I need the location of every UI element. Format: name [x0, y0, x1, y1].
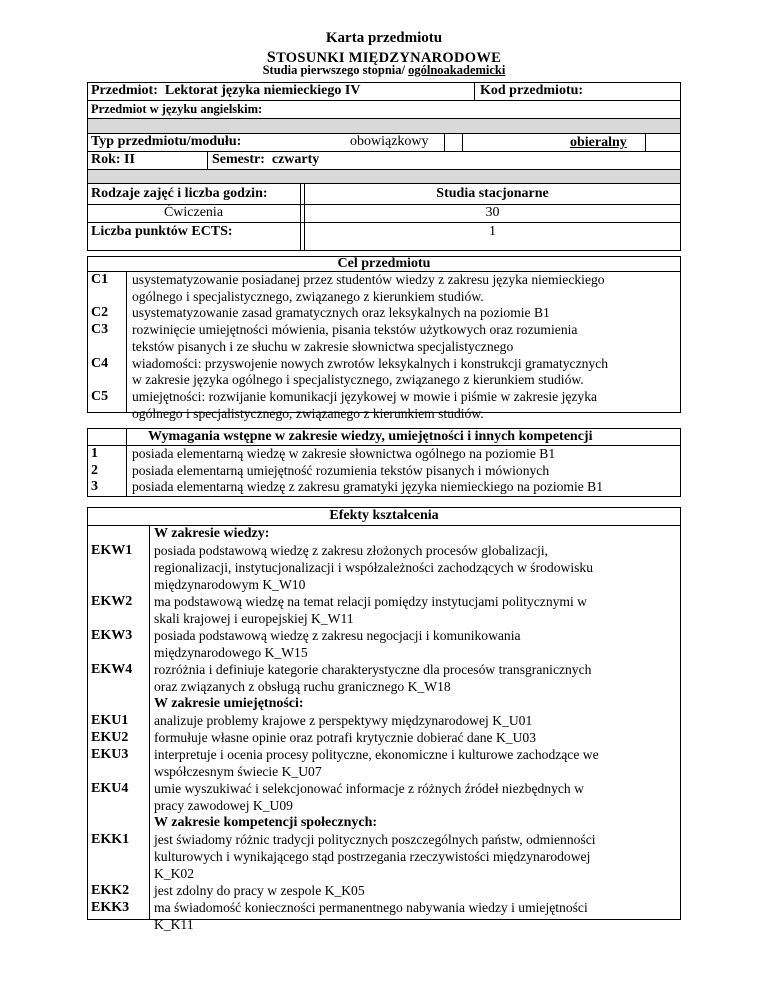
studies-level — [0, 63, 768, 78]
elective-value: obieralny — [570, 135, 627, 150]
studies-mode-label: Studia stacjonarne — [436, 186, 549, 201]
requirements-heading: Wymagania wstępne w zakresie wiedzy, umiejętności i innych kompetencji — [148, 429, 593, 444]
outcome-code: EKW2 — [91, 594, 133, 609]
goal-text: ogólnego i specjalistycznego, związanego z kierunkiem studiów. — [132, 288, 484, 304]
goal-text: umiejętności: rozwijanie komunikacji językowej w mowie i piśmie w zakresie języka — [132, 388, 598, 404]
code-label: Kod przedmiotu: — [480, 83, 584, 98]
ects-value: 1 — [489, 224, 496, 239]
outcome-code: EKU1 — [91, 713, 129, 728]
requirement-code: 1 — [91, 446, 98, 461]
outcome-code: EKK2 — [91, 883, 130, 898]
goal-code: C3 — [91, 322, 109, 338]
subject-row — [91, 83, 360, 99]
subject-label: Przedmiot: — [91, 83, 158, 98]
outcome-code: EKW1 — [91, 543, 133, 558]
outcome-code: EKW4 — [91, 662, 133, 677]
outcome-text: posiada podstawową wiedzę z zakresu złożonych procesów globalizacji, — [154, 543, 549, 558]
outcome-text: ma świadomość konieczności permanentnego nabywania wiedzy i umiejętności — [154, 900, 588, 915]
outcome-text: rozróżnia i definiuje kategorie charakterystyczne dla procesów transgranicznych — [154, 662, 592, 677]
requirement-text: posiada elementarną wiedzę w zakresie słownictwa ogólnego na poziomie B1 — [132, 446, 556, 461]
outcomes-section-heading: W zakresie kompetencji społecznych: — [154, 815, 378, 830]
goal-code: C4 — [91, 355, 109, 371]
outcome-text: jest zdolny do pracy w zespole K_K05 — [154, 883, 365, 898]
outcome-text: kulturowych i wynikającego stąd postrzegania rzeczywistości międzynarodowej — [154, 849, 591, 864]
goals-heading: Cel przedmiotu — [337, 256, 431, 271]
english-name-label: Przedmiot w języku angielskim: — [91, 102, 263, 116]
classes-label: Rodzaje zajęć i liczba godzin: — [91, 186, 268, 201]
outcome-text: oraz związanych z obsługą ruchu granicznego K_W18 — [154, 679, 451, 694]
outcome-text: międzynarodowego K_W15 — [154, 645, 308, 660]
studies-prefix: Studia pierwszego stopnia/ — [262, 63, 409, 77]
outcomes-heading: Efekty kształcenia — [329, 508, 439, 523]
outcome-text: regionalizacji, instytucjonalizacji i współzależności zachodzących w środowisku — [154, 560, 593, 575]
goal-text: w zakresie języka ogólnego i specjalistycznego, związanego z kierunkiem studiów. — [132, 372, 584, 388]
outcome-text: współczesnym świecie K_U07 — [154, 764, 322, 779]
exercise-label: Ćwiczenia — [163, 205, 224, 220]
outcome-text: K_K11 — [154, 917, 194, 932]
outcome-code: EKU3 — [91, 747, 129, 762]
outcome-text: międzynarodowym K_W10 — [154, 577, 306, 592]
goal-text: ogólnego i specjalistycznego, związanego z kierunkiem studiów. — [132, 405, 484, 421]
outcome-text: interpretuje i ocenia procesy polityczne, ekonomiczne i kulturowe zachodzące we — [154, 747, 599, 762]
year-label: Rok: II — [91, 152, 135, 167]
outcome-code: EKU4 — [91, 781, 129, 796]
studies-profile: ogólnoakademicki — [408, 63, 506, 77]
outcome-text: ma podstawową wiedzę na temat relacji pomiędzy instytucjami politycznymi w — [154, 594, 587, 609]
outcome-text: formułuje własne opinie oraz potrafi krytycznie dobierać dane K_U03 — [154, 730, 536, 745]
goal-text: rozwinięcie umiejętności mówienia, pisania tekstów użytkowych oraz rozumienia — [132, 322, 578, 338]
requirement-text: posiada elementarną umiejętność rozumienia tekstów pisanych i mówionych — [132, 462, 550, 478]
type-value: obowiązkowy — [350, 134, 429, 149]
ects-label: Liczba punktów ECTS: — [91, 224, 233, 239]
course-name-rest: TOSUNKI MIĘDZYNARODOWE — [276, 50, 502, 66]
outcome-text: posiada podstawową wiedzę z zakresu negocjacji i komunikowania — [154, 628, 521, 643]
requirement-code: 3 — [91, 479, 98, 494]
outcome-text: analizuje problemy krajowe z perspektywy międzynarodowej K_U01 — [154, 713, 533, 728]
goal-code: C5 — [91, 388, 109, 404]
outcome-text: jest świadomy różnic tradycji politycznych poszczególnych państw, odmienności — [154, 832, 596, 847]
semester-row — [212, 152, 319, 168]
outcome-code: EKU2 — [91, 730, 129, 745]
type-label: Typ przedmiotu/modułu: — [91, 134, 242, 149]
outcome-text: K_K02 — [154, 866, 195, 881]
goal-text: tekstów pisanych i ze słuchu w zakresie słownictwa specjalistycznego — [132, 338, 514, 354]
outcome-code: EKW3 — [91, 628, 133, 643]
outcome-code: EKK1 — [91, 832, 130, 847]
goal-code: C1 — [91, 272, 109, 287]
requirement-text: posiada elementarną wiedzę z zakresu gramatyki języka niemieckiego na poziomie B1 — [132, 479, 604, 494]
requirement-code: 2 — [91, 462, 98, 478]
outcomes-section-heading: W zakresie wiedzy: — [154, 526, 270, 541]
goal-text: usystematyzowanie posiadanej przez studentów wiedzy z zakresu języka niemieckiego — [132, 272, 605, 287]
outcomes-section-heading: W zakresie umiejętności: — [154, 696, 304, 711]
exercise-hours: 30 — [485, 205, 500, 220]
goal-text: wiadomości: przyswojenie nowych zwrotów leksykalnych i konstrukcji gramatycznych — [132, 355, 609, 371]
outcome-text: pracy zawodowej K_U09 — [154, 798, 293, 813]
semester-label: Semestr: — [212, 152, 265, 167]
outcome-text: skali krajowej i europejskiej K_W11 — [154, 611, 354, 626]
semester-value: czwarty — [271, 152, 320, 167]
document-title: Karta przedmiotu — [325, 30, 443, 46]
outcome-code: EKK3 — [91, 900, 130, 915]
goal-text: usystematyzowanie zasad gramatycznych oraz leksykalnych na poziomie B1 — [132, 305, 550, 321]
subject-value: Lektorat języka niemieckiego IV — [164, 83, 361, 98]
course-name-initial: S — [266, 49, 277, 66]
outcome-text: umie wyszukiwać i selekcjonować informacje z różnych źródeł niezbędnych w — [154, 781, 584, 796]
goal-code: C2 — [91, 305, 109, 321]
